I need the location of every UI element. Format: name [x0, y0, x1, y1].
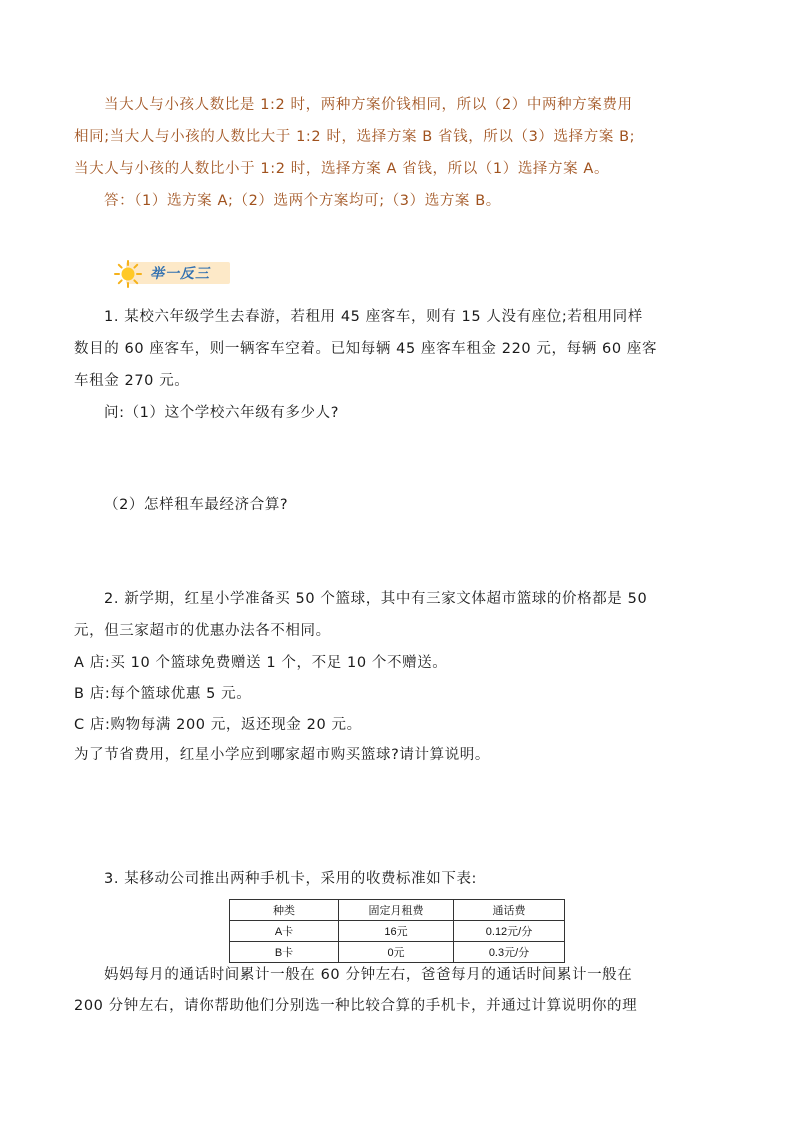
q3-line-3: 200 分钟左右，请你帮助他们分别选一种比较合算的手机卡，并通过计算说明你的理: [74, 998, 638, 1014]
table-cell: 0.12元/分: [454, 921, 565, 942]
table-header-row: [230, 900, 565, 921]
q1-line-2: 数目的 60 座客车，则一辆客车空着。已知每辆 45 座客车租金 220 元，每辆 60 座客: [74, 341, 658, 357]
q3-line-1: 3. 某移动公司推出两种手机卡，采用的收费标准如下表:: [104, 871, 478, 887]
fee-table: [229, 899, 565, 963]
q2-line-1: 2. 新学期，红星小学准备买 50 个篮球，其中有三家文体超市篮球的价格都是 50: [104, 591, 648, 607]
q1-line-3: 车租金 270 元。: [74, 373, 190, 389]
q1-line-1: 1. 某校六年级学生去春游，若租用 45 座客车，则有 15 人没有座位;若租用同样: [104, 309, 643, 325]
answer-conclusion: 答：（1）选方案 A;（2）选两个方案均可;（3）选方案 B。: [104, 193, 501, 209]
table-cell: 0.3元/分: [454, 942, 565, 963]
answer-line-2: 相同;当大人与小孩的人数比大于 1:2 时，选择方案 B 省钱，所以（3）选择方案 B;: [74, 129, 636, 145]
q1-subquestion-2: （2）怎样租车最经济合算?: [104, 497, 289, 513]
table-header: 种类: [230, 900, 339, 921]
answer-line-3: 当大人与小孩的人数比小于 1:2 时，选择方案 A 省钱，所以（1）选择方案 A。: [74, 161, 610, 177]
table-header: 固定月租费: [339, 900, 454, 921]
q2-question: 为了节省费用，红星小学应到哪家超市购买篮球?请计算说明。: [74, 747, 490, 763]
table-cell: A卡: [230, 921, 339, 942]
q3-line-2: 妈妈每月的通话时间累计一般在 60 分钟左右，爸爸每月的通话时间累计一般在: [104, 967, 633, 983]
table-cell: 16元: [339, 921, 454, 942]
q2-store-b: B 店:每个篮球优惠 5 元。: [74, 686, 252, 702]
table-row: [230, 921, 565, 942]
sun-icon: [114, 260, 142, 288]
table-cell: 0元: [339, 942, 454, 963]
answer-line-1: 当大人与小孩人数比是 1:2 时，两种方案价钱相同，所以（2）中两种方案费用: [104, 97, 633, 113]
q2-store-a: A 店:买 10 个篮球免费赠送 1 个，不足 10 个不赠送。: [74, 655, 448, 671]
section-banner: [112, 258, 230, 288]
table-row: [230, 942, 565, 963]
section-title: 举一反三: [150, 266, 210, 282]
q2-store-c: C 店:购物每满 200 元，返还现金 20 元。: [74, 717, 362, 733]
table-cell: B卡: [230, 942, 339, 963]
table-header: 通话费: [454, 900, 565, 921]
q2-line-2: 元，但三家超市的优惠办法各不相同。: [74, 623, 331, 639]
q1-subquestion-1: 问:（1）这个学校六年级有多少人?: [104, 405, 340, 421]
